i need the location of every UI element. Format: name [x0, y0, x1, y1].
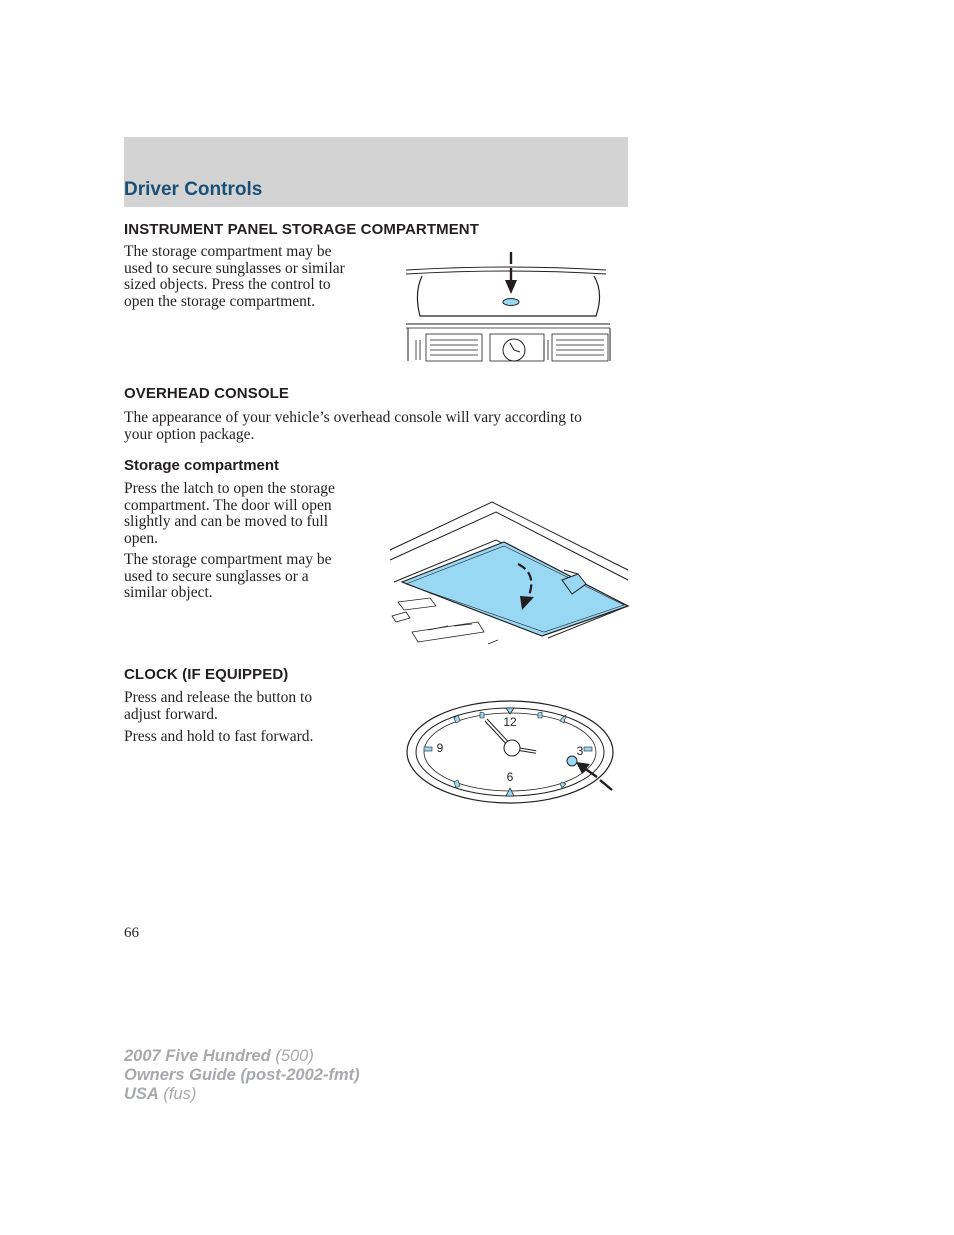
- text-line: slightly and can be moved to full: [124, 513, 329, 530]
- text-line: The storage compartment may be: [124, 243, 332, 260]
- paragraph-instrument-panel: [124, 244, 345, 310]
- paragraph-clock-fast-forward: Press and hold to fast forward.: [124, 728, 314, 745]
- header-band: [124, 137, 628, 207]
- page-title: Driver Controls: [124, 179, 263, 200]
- footer: [124, 1047, 360, 1104]
- text-line: similar object.: [124, 584, 213, 601]
- heading-overhead-console: OVERHEAD CONSOLE: [124, 385, 289, 402]
- heading-storage-compartment: Storage compartment: [124, 457, 280, 474]
- text-line: used to secure sunglasses or similar: [124, 259, 345, 277]
- paragraph-overhead-console: [124, 410, 582, 443]
- clock-numeral-12: 12: [503, 715, 517, 729]
- clock-numeral-3: 3: [576, 744, 584, 758]
- text-line: sized objects. Press the control to: [124, 276, 331, 293]
- footer-line-2: Owners Guide (post-2002-fmt): [124, 1066, 360, 1084]
- text-line: adjust forward.: [124, 705, 218, 723]
- page-number: 66: [124, 925, 139, 941]
- text-line: used to secure sunglasses or a: [124, 567, 309, 585]
- paragraph-clock-adjust: [124, 690, 312, 723]
- text-line: your option package.: [124, 425, 255, 443]
- storage-release-button-icon: [503, 299, 519, 306]
- instrument-panel-figure: [404, 248, 614, 364]
- clock-numeral-9: 9: [436, 741, 444, 755]
- text-line: The appearance of your vehicle’s overhead console will vary according to: [124, 409, 582, 426]
- text-line: compartment. The door will open: [124, 496, 332, 514]
- paragraph-storage-latch: [124, 481, 335, 547]
- heading-instrument-panel-storage: INSTRUMENT PANEL STORAGE COMPARTMENT: [124, 221, 479, 238]
- paragraph-storage-use: [124, 552, 331, 602]
- clock-adjust-button-icon: [567, 756, 577, 766]
- heading-clock: CLOCK (IF EQUIPPED): [124, 666, 289, 683]
- text-line: Press the latch to open the storage: [124, 480, 335, 497]
- text-line: open.: [124, 529, 159, 547]
- text-line: Press and release the button to: [124, 689, 313, 706]
- text-line: The storage compartment may be: [124, 551, 332, 568]
- footer-line-1: 2007 Five Hundred (500): [124, 1047, 314, 1065]
- clock-figure: [404, 700, 622, 808]
- clock-numeral-6: 6: [506, 770, 514, 784]
- overhead-console-figure: [388, 498, 630, 648]
- arrow-icon: [600, 780, 612, 790]
- text-line: open the storage compartment.: [124, 292, 316, 310]
- footer-line-3: USA (fus): [124, 1085, 197, 1103]
